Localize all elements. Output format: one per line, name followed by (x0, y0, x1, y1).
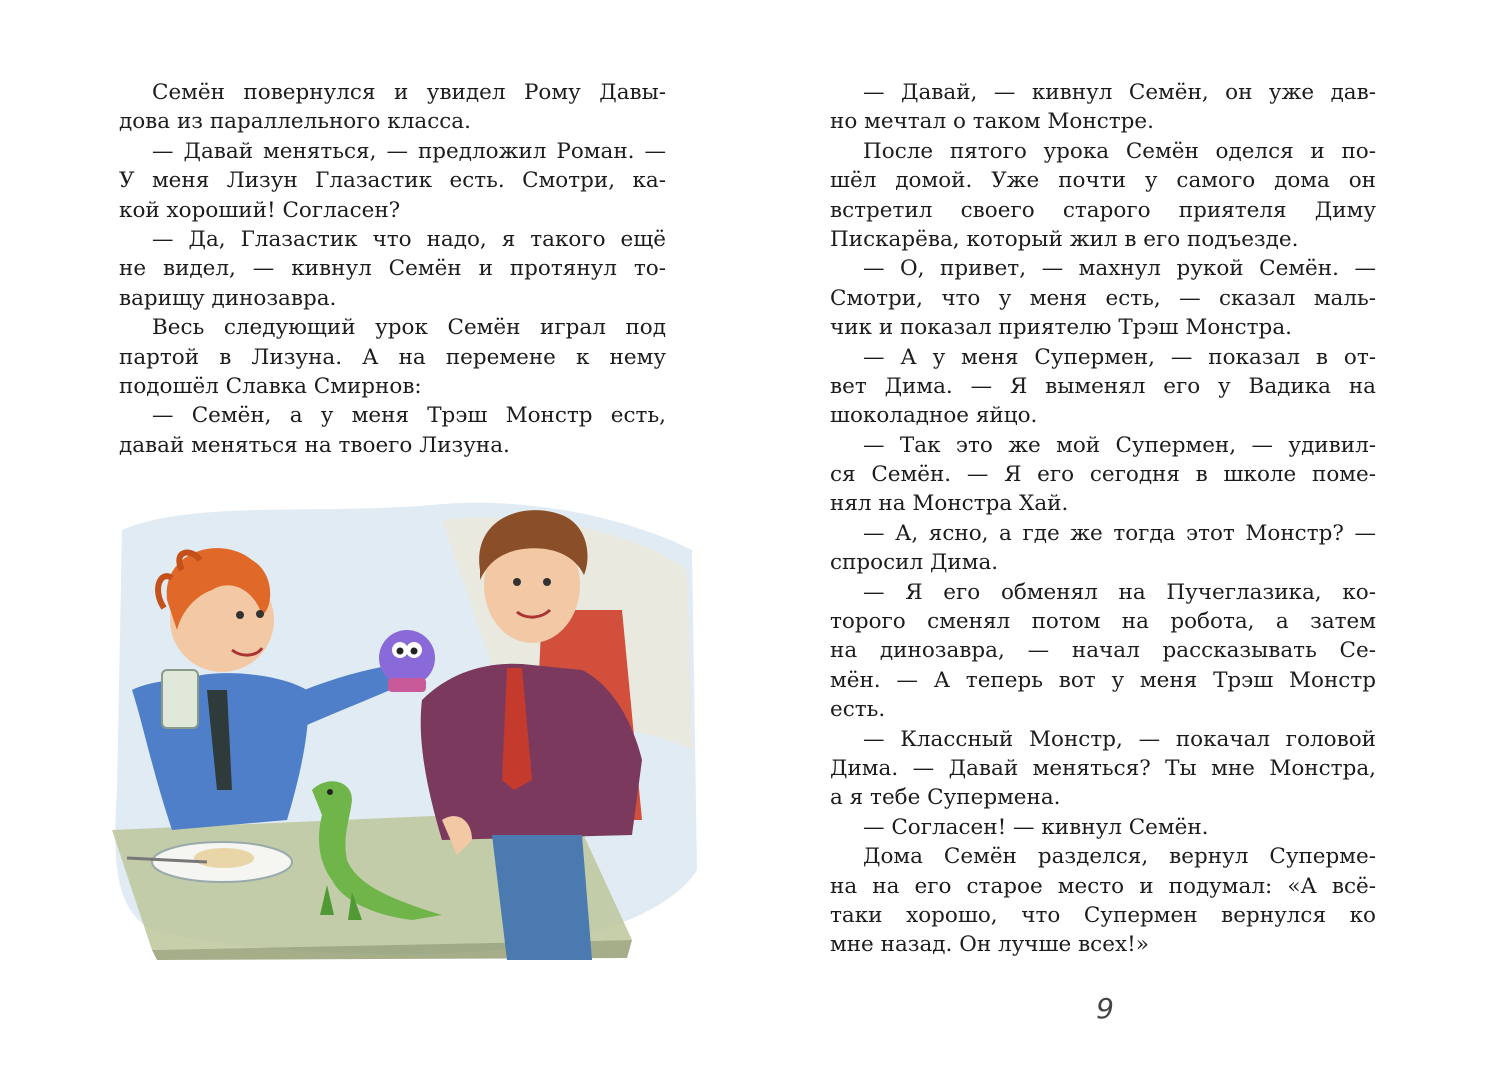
text-line: мён. — А теперь вот у меня Трэш Монстр (830, 667, 1376, 693)
text-line: — Давай, — кивнул Семён, он уже дав- (863, 80, 1376, 105)
text-line: — Так это же мой Супермен, — удивил- (863, 432, 1376, 458)
boys-trading-toys-illustration (112, 490, 700, 960)
right-page (750, 0, 1500, 1080)
text-line: Весь следующий урок Семён играл под (152, 315, 666, 341)
text-line: — Давай меняться, — предложил Роман. — (152, 138, 666, 164)
text-line: — Я его обменял на Пучеглазика, ко- (863, 579, 1376, 605)
text-line: есть. (830, 697, 886, 723)
text-line: дова из параллельного класса. (119, 109, 471, 135)
right-page-text (830, 78, 1376, 960)
text-line: Смотри, что у меня есть, — сказал маль- (830, 285, 1376, 311)
text-line: подошёл Славка Смирнов: (119, 373, 422, 399)
text-line: Пискарёва, который жил в его подъезде. (830, 226, 1299, 252)
text-line: — О, привет, — махнул рукой Семён. — (863, 256, 1376, 282)
text-line: — Да, Глазастик что надо, я такого ещё (152, 226, 666, 252)
left-page-text (119, 78, 666, 460)
text-line: но мечтал о таком Монстре. (830, 109, 1154, 135)
text-line: вет Дима. — Я выменял его у Вадика на (830, 373, 1376, 399)
text-line: на на его старое место и подумал: «А всё- (830, 873, 1376, 899)
text-line: спросил Дима. (830, 550, 999, 576)
page-number: 9 (1096, 992, 1114, 1025)
text-line: Дима. — Давай меняться? Ты мне Монстра, (830, 755, 1376, 781)
text-line: мне назад. Он лучше всех!» (830, 932, 1149, 958)
text-line: — Согласен! — кивнул Семён. (863, 814, 1209, 840)
text-line: торого сменял потом на робота, а затем (830, 609, 1376, 635)
text-line: кой хороший! Согласен? (119, 197, 401, 223)
text-line: нял на Монстра Хай. (830, 491, 1069, 517)
text-line: — Классный Монстр, — покачал головой (863, 726, 1376, 752)
text-line: таки хорошо, что Супермен вернулся ко (830, 902, 1376, 928)
glass (162, 670, 198, 728)
text-line: Семён повернулся и увидел Рому Давы- (152, 80, 666, 105)
text-line: — А, ясно, а где же тогда этот Монстр? — (863, 520, 1376, 546)
text-line: на динозавра, — начал рассказывать Се- (830, 638, 1376, 664)
text-line: партой в Лизуна. А на перемене к нему (119, 344, 666, 370)
text-line: — Семён, а у меня Трэш Монстр есть, (152, 403, 666, 429)
text-line: шоколадное яйцо. (830, 403, 1038, 429)
text-line: а я тебе Супермена. (830, 785, 1061, 811)
text-line: — А у меня Супермен, — показал в от- (863, 344, 1376, 370)
text-line: У меня Лизун Глазастик есть. Смотри, ка- (119, 168, 666, 194)
text-line: не видел, — кивнул Семён и протянул то- (119, 256, 666, 282)
text-line: Дома Семён разделся, вернул Суперме- (863, 844, 1376, 870)
text-line: чик и показал приятелю Трэш Монстра. (830, 315, 1292, 341)
text-line: давай меняться на твоего Лизуна. (119, 432, 510, 458)
text-line: встретил своего старого приятеля Диму (830, 197, 1376, 223)
text-line: После пятого урока Семён оделся и по- (863, 138, 1376, 164)
text-line: шёл домой. Уже почти у самого дома он (830, 168, 1376, 194)
text-line: ся Семён. — Я его сегодня в школе поме- (830, 462, 1376, 488)
text-line: варищу динозавра. (119, 285, 337, 311)
